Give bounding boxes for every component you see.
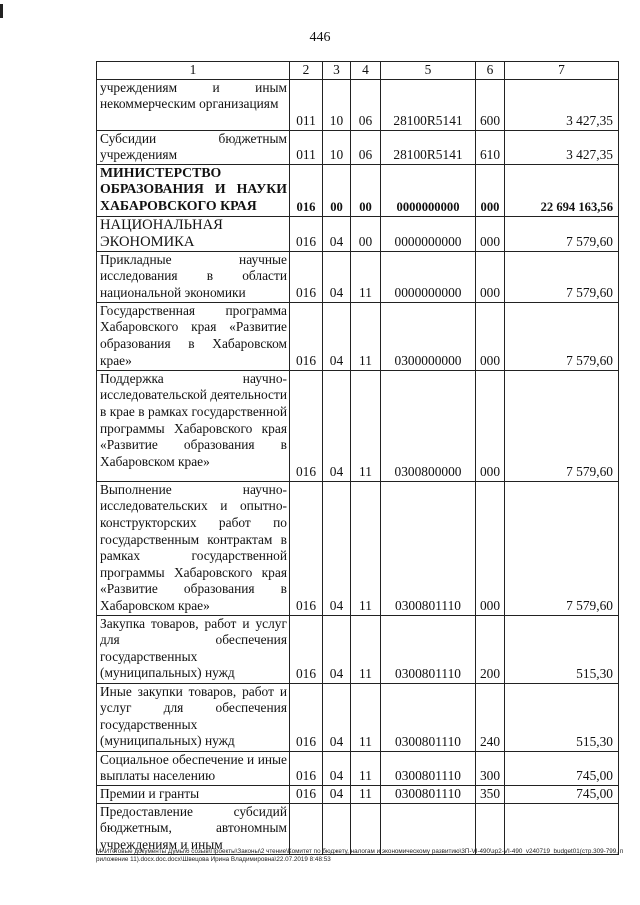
row-subsection-code: 11	[351, 251, 381, 302]
table-row	[97, 803, 619, 854]
table-row	[97, 130, 619, 164]
row-name: Закупка товаров, работ и услуг для обеспечения государственных (муниципальных) нужд	[97, 615, 290, 683]
row-name: учреждениям и иным некоммерческим организациям	[97, 79, 290, 130]
row-subsection-code: 00	[351, 164, 381, 216]
row-expense-type	[476, 803, 505, 854]
row-expense-type: 240	[476, 683, 505, 751]
margin-mark	[0, 4, 3, 18]
row-ministry-code: 011	[290, 130, 323, 164]
row-amount: 745,00	[505, 751, 619, 785]
row-section-code: 04	[323, 481, 351, 615]
row-expense-type: 600	[476, 79, 505, 130]
row-expense-type: 000	[476, 370, 505, 481]
row-amount: 22 694 163,56	[505, 164, 619, 216]
row-target-code: 0300801110	[381, 751, 476, 785]
header-col-1: 1	[97, 62, 290, 80]
row-expense-type: 000	[476, 216, 505, 251]
row-section-code: 10	[323, 130, 351, 164]
row-ministry-code: 016	[290, 216, 323, 251]
table-row	[97, 251, 619, 302]
row-subsection-code: 11	[351, 751, 381, 785]
row-subsection-code: 11	[351, 615, 381, 683]
row-target-code	[381, 803, 476, 854]
row-subsection-code: 11	[351, 481, 381, 615]
row-expense-type: 300	[476, 751, 505, 785]
row-amount: 7 579,60	[505, 302, 619, 370]
row-name: Прикладные научные исследования в области национальной экономики	[97, 251, 290, 302]
row-section-code: 04	[323, 302, 351, 370]
row-ministry-code: 016	[290, 370, 323, 481]
row-amount: 7 579,60	[505, 370, 619, 481]
row-target-code: 0300800000	[381, 370, 476, 481]
row-name: Предоставление субсидий бюджетным, автономным учреждениям и иным	[97, 803, 290, 854]
row-amount: 515,30	[505, 683, 619, 751]
table-row	[97, 785, 619, 803]
row-target-code: 28100R5141	[381, 79, 476, 130]
row-name: Государственная программа Хабаровского края «Развитие образования в Хабаровском крае»	[97, 302, 290, 370]
row-amount: 3 427,35	[505, 79, 619, 130]
row-section-code	[323, 803, 351, 854]
row-amount: 3 427,35	[505, 130, 619, 164]
row-section-code: 04	[323, 683, 351, 751]
row-expense-type: 610	[476, 130, 505, 164]
table-row	[97, 370, 619, 481]
row-subsection-code: 06	[351, 130, 381, 164]
row-target-code: 0000000000	[381, 164, 476, 216]
row-section-code: 04	[323, 216, 351, 251]
header-col-3: 3	[323, 62, 351, 80]
row-subsection-code: 06	[351, 79, 381, 130]
row-target-code: 28100R5141	[381, 130, 476, 164]
row-amount	[505, 803, 619, 854]
row-name: Поддержка научно-исследовательской деятельности в крае в рамках государственной программы Хабаровского края «Развитие образования в Хабаровском крае»	[97, 370, 290, 481]
header-col-2: 2	[290, 62, 323, 80]
row-ministry-code: 016	[290, 751, 323, 785]
row-target-code: 0000000000	[381, 251, 476, 302]
table-row	[97, 79, 619, 130]
row-expense-type: 000	[476, 481, 505, 615]
table-row	[97, 164, 619, 216]
row-amount: 7 579,60	[505, 251, 619, 302]
row-ministry-code: 016	[290, 251, 323, 302]
row-section-code: 00	[323, 164, 351, 216]
table-row	[97, 302, 619, 370]
table-row	[97, 481, 619, 615]
row-target-code: 0000000000	[381, 216, 476, 251]
row-amount: 745,00	[505, 785, 619, 803]
row-expense-type: 350	[476, 785, 505, 803]
row-expense-type: 200	[476, 615, 505, 683]
row-ministry-code	[290, 803, 323, 854]
row-target-code: 0300000000	[381, 302, 476, 370]
row-name: МИНИСТЕРСТВО ОБРАЗОВАНИЯ И НАУКИ ХАБАРОВСКОГО КРАЯ	[97, 164, 290, 216]
row-ministry-code: 016	[290, 164, 323, 216]
row-subsection-code: 11	[351, 302, 381, 370]
row-name: Иные закупки товаров, работ и услуг для обеспечения государственных (муниципальных) нужд	[97, 683, 290, 751]
row-subsection-code	[351, 803, 381, 854]
row-section-code: 04	[323, 615, 351, 683]
row-name: Субсидии бюджетным учреждениям	[97, 130, 290, 164]
row-section-code: 04	[323, 370, 351, 481]
row-section-code: 04	[323, 785, 351, 803]
row-section-code: 04	[323, 751, 351, 785]
row-expense-type: 000	[476, 302, 505, 370]
budget-table	[96, 61, 619, 855]
row-ministry-code: 011	[290, 79, 323, 130]
footer-file-path: M:\Итоговые документы Думы\6 созыв\Проекты\Законы\2 чтение\Комитет по бюджету, налогам и экономическому развитию\3П-VI-490\зр2-VI-490_v240719_budget01(стр.309-799, приложение 11).docx.doc.docx\Швецова Ирина Владимировна\22.07.2019 8:48:53	[96, 848, 624, 863]
row-ministry-code: 016	[290, 302, 323, 370]
row-target-code: 0300801110	[381, 683, 476, 751]
row-target-code: 0300801110	[381, 785, 476, 803]
table-row	[97, 615, 619, 683]
row-ministry-code: 016	[290, 785, 323, 803]
table-row	[97, 216, 619, 251]
header-row	[97, 62, 619, 80]
row-amount: 515,30	[505, 615, 619, 683]
header-col-5: 5	[381, 62, 476, 80]
row-name: Социальное обеспечение и иные выплаты населению	[97, 751, 290, 785]
table-row	[97, 751, 619, 785]
row-ministry-code: 016	[290, 683, 323, 751]
row-expense-type: 000	[476, 164, 505, 216]
row-expense-type: 000	[476, 251, 505, 302]
row-subsection-code: 11	[351, 683, 381, 751]
header-col-4: 4	[351, 62, 381, 80]
row-subsection-code: 00	[351, 216, 381, 251]
row-subsection-code: 11	[351, 370, 381, 481]
row-subsection-code: 11	[351, 785, 381, 803]
page-number: 446	[309, 30, 331, 45]
header-col-6: 6	[476, 62, 505, 80]
row-target-code: 0300801110	[381, 615, 476, 683]
row-name: Премии и гранты	[97, 785, 290, 803]
table-row	[97, 683, 619, 751]
header-col-7: 7	[505, 62, 619, 80]
row-name: НАЦИОНАЛЬНАЯ ЭКОНОМИКА	[97, 216, 290, 251]
row-section-code: 10	[323, 79, 351, 130]
row-amount: 7 579,60	[505, 216, 619, 251]
row-target-code: 0300801110	[381, 481, 476, 615]
row-ministry-code: 016	[290, 481, 323, 615]
row-section-code: 04	[323, 251, 351, 302]
row-amount: 7 579,60	[505, 481, 619, 615]
row-name: Выполнение научно-исследовательских и опытно-конструкторских работ по государственным контрактам в рамках государственной программы Хабаровского края «Развитие образования в Хабаровском крае»	[97, 481, 290, 615]
row-ministry-code: 016	[290, 615, 323, 683]
